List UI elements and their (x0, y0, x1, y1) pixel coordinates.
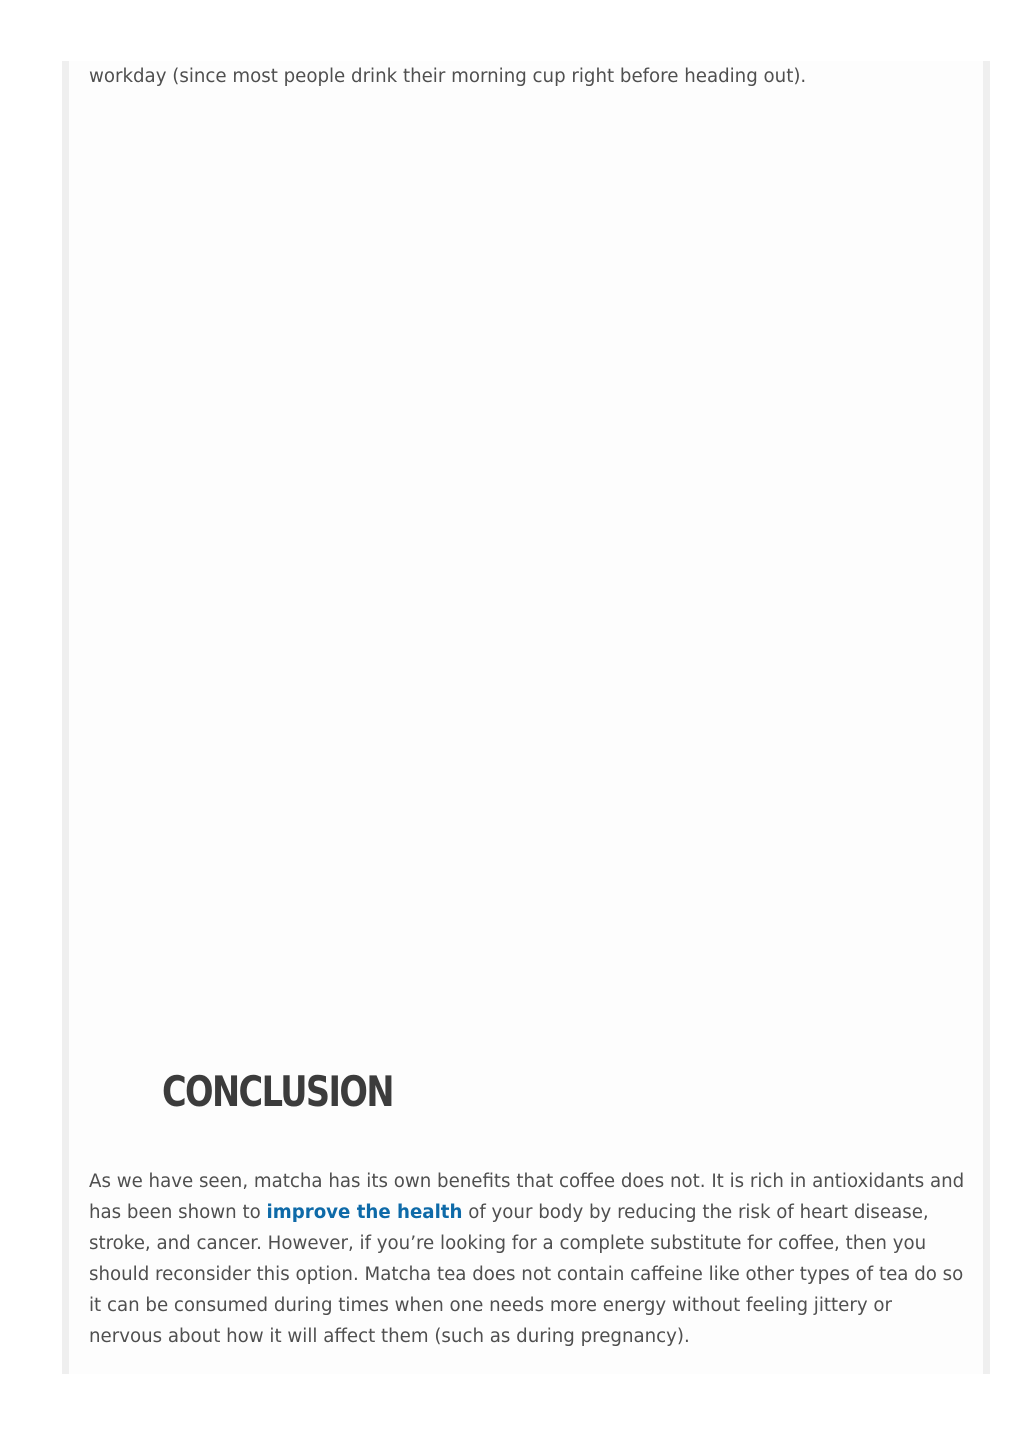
conclusion-heading: CONCLUSION (162, 1067, 393, 1116)
left-border-rail (62, 61, 69, 1374)
conclusion-paragraph (89, 1166, 969, 1352)
article-body (69, 61, 983, 1374)
right-border-rail (983, 61, 990, 1374)
intro-paragraph-continuation: workday (since most people drink their morning cup right before heading out). (89, 66, 807, 87)
improve-the-health-link[interactable]: improve the health (266, 1202, 463, 1223)
conclusion-text-before-link: As we have seen, matcha has its own benefits that coffee does not. It is rich in antioxidants and has been shown to (89, 1171, 965, 1223)
conclusion-text-after-link: of your body by reducing the risk of heart disease, stroke, and cancer. However, if you’re looking for a complete substitute for coffee, then you should reconsider this option. Matcha tea does not contain caffeine like other types of tea do so it can be consumed during times when one needs more energy without feeling jittery or nervous about how it will affect them (such as during pregnancy). (89, 1202, 964, 1347)
